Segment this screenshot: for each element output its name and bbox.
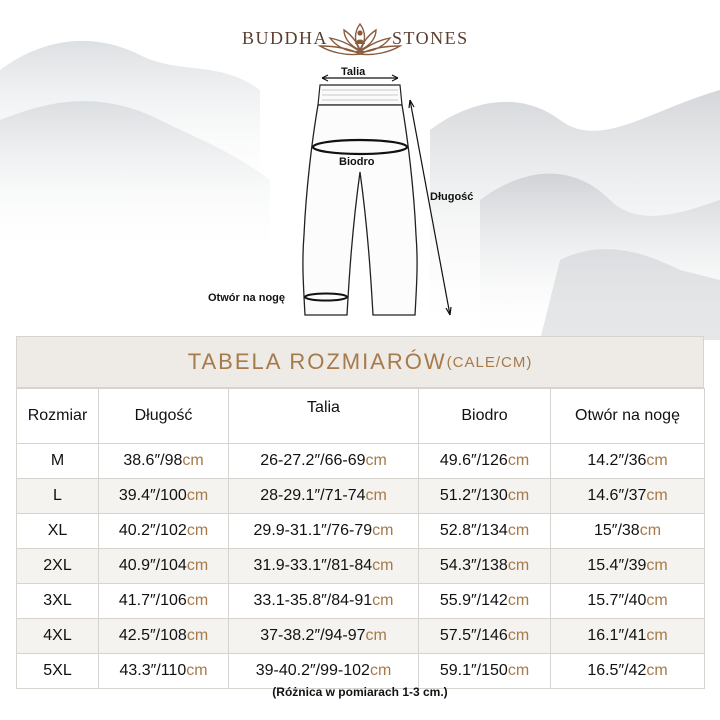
length-cell bbox=[99, 514, 229, 549]
length-cell-value: 39.4″/100 bbox=[118, 487, 187, 504]
size-cell bbox=[17, 514, 99, 549]
unit-cm: cm bbox=[365, 487, 387, 504]
waist-cell-value: 26-27.2″/66-69 bbox=[260, 452, 366, 469]
header-leg-opening: Otwór na nogę bbox=[551, 389, 705, 444]
unit-cm: cm bbox=[639, 522, 662, 539]
length-cell-value: 41.7″/106 bbox=[118, 592, 187, 609]
unit-cm: cm bbox=[186, 627, 209, 644]
leg-opening-cell-value: 14.6″/37 bbox=[587, 487, 647, 504]
hip-cell bbox=[419, 514, 551, 549]
pants-drawing bbox=[0, 60, 720, 330]
size-cell bbox=[17, 479, 99, 514]
leg-opening-cell bbox=[551, 584, 705, 619]
leg-opening-cell bbox=[551, 654, 705, 689]
header-length: Długość bbox=[99, 389, 229, 444]
leg-opening-cell-value: 15.7″/40 bbox=[587, 592, 647, 609]
length-cell-value: 43.3″/110 bbox=[119, 662, 187, 679]
unit-cm: cm bbox=[372, 557, 394, 574]
length-cell bbox=[99, 654, 229, 689]
leg-opening-cell bbox=[551, 549, 705, 584]
size-cell-value: 5XL bbox=[43, 662, 72, 679]
unit-cm: cm bbox=[507, 662, 530, 679]
unit-cm: cm bbox=[186, 487, 209, 504]
unit-cm: cm bbox=[507, 452, 530, 469]
table-row bbox=[17, 619, 705, 654]
brand-name-left: BUDDHA bbox=[241, 28, 328, 48]
hip-cell bbox=[419, 619, 551, 654]
pants-diagram bbox=[0, 60, 720, 330]
unit-cm: cm bbox=[365, 627, 387, 644]
unit-cm: cm bbox=[646, 592, 668, 609]
hip-cell-value: 55.9″/142 bbox=[439, 592, 508, 609]
size-cell-value: L bbox=[53, 487, 62, 504]
hip-cell-value: 57.5″/146 bbox=[439, 627, 508, 644]
header-waist: Talia bbox=[229, 389, 419, 444]
waist-cell bbox=[229, 444, 419, 479]
leg-opening-cell-value: 14.2″/36 bbox=[587, 452, 647, 469]
waist-cell bbox=[229, 479, 419, 514]
unit-cm: cm bbox=[186, 592, 209, 609]
unit-cm: cm bbox=[365, 452, 387, 469]
size-table-body bbox=[17, 444, 705, 689]
hip-cell-value: 51.2″/130 bbox=[439, 487, 508, 504]
leg-opening-cell bbox=[551, 479, 705, 514]
table-row bbox=[17, 479, 705, 514]
size-cell bbox=[17, 549, 99, 584]
size-table bbox=[16, 388, 705, 689]
size-cell-value: 4XL bbox=[43, 627, 72, 644]
table-row bbox=[17, 584, 705, 619]
waist-cell-value: 28-29.1″/71-74 bbox=[260, 487, 366, 504]
size-cell-value: 2XL bbox=[43, 557, 72, 574]
length-cell bbox=[99, 584, 229, 619]
table-row bbox=[17, 549, 705, 584]
unit-cm: cm bbox=[646, 487, 668, 504]
leg-opening-cell bbox=[551, 619, 705, 654]
leg-opening-cell bbox=[551, 514, 705, 549]
waist-cell-value: 37-38.2″/94-97 bbox=[260, 627, 366, 644]
unit-cm: cm bbox=[507, 522, 530, 539]
waist-cell bbox=[229, 619, 419, 654]
length-cell-value: 42.5″/108 bbox=[118, 627, 187, 644]
size-chart bbox=[16, 336, 704, 681]
unit-cm: cm bbox=[507, 487, 530, 504]
size-cell bbox=[17, 444, 99, 479]
header-size: Rozmiar bbox=[17, 389, 99, 444]
length-cell bbox=[99, 444, 229, 479]
size-cell bbox=[17, 654, 99, 689]
size-chart-title bbox=[16, 336, 704, 388]
unit-cm: cm bbox=[186, 662, 208, 679]
unit-cm: cm bbox=[507, 557, 530, 574]
length-label: Długość bbox=[430, 191, 474, 203]
unit-cm: cm bbox=[646, 557, 668, 574]
unit-cm: cm bbox=[646, 452, 668, 469]
brand-name-right: STONES bbox=[392, 28, 469, 48]
header-row bbox=[17, 389, 705, 444]
table-row bbox=[17, 514, 705, 549]
size-cell-value: 3XL bbox=[43, 592, 72, 609]
measurement-note: (Różnica w pomiarach 1-3 cm.) bbox=[272, 685, 448, 699]
unit-cm: cm bbox=[646, 662, 668, 679]
unit-cm: cm bbox=[369, 662, 392, 679]
length-cell bbox=[99, 619, 229, 654]
size-chart-unit: (CALE/CM) bbox=[446, 353, 533, 371]
leg-opening-cell bbox=[551, 444, 705, 479]
size-chart-title-text: TABELA ROZMIARÓW bbox=[187, 349, 447, 374]
length-cell-value: 40.2″/102 bbox=[118, 522, 187, 539]
lotus-meditation-icon bbox=[316, 20, 404, 60]
hip-cell bbox=[419, 549, 551, 584]
length-cell bbox=[99, 479, 229, 514]
size-cell-value: XL bbox=[47, 522, 68, 539]
waist-cell bbox=[229, 514, 419, 549]
table-row bbox=[17, 654, 705, 689]
hip-cell bbox=[419, 444, 551, 479]
leg-opening-cell-value: 16.5″/42 bbox=[587, 662, 647, 679]
header-hip: Biodro bbox=[419, 389, 551, 444]
size-cell bbox=[17, 619, 99, 654]
length-cell bbox=[99, 549, 229, 584]
waist-cell-value: 33.1-35.8″/84-91 bbox=[253, 592, 373, 609]
leg-opening-cell-value: 15.4″/39 bbox=[587, 557, 647, 574]
unit-cm: cm bbox=[507, 627, 530, 644]
waist-cell bbox=[229, 584, 419, 619]
brand-logo bbox=[0, 20, 720, 60]
hip-cell-value: 54.3″/138 bbox=[439, 557, 508, 574]
size-cell bbox=[17, 584, 99, 619]
leg-opening-cell-value: 16.1″/41 bbox=[587, 627, 647, 644]
waist-cell bbox=[229, 654, 419, 689]
unit-cm: cm bbox=[182, 452, 204, 469]
hip-cell-value: 52.8″/134 bbox=[439, 522, 508, 539]
hip-label: Biodro bbox=[339, 156, 375, 168]
hip-cell bbox=[419, 584, 551, 619]
waist-label: Talia bbox=[341, 66, 366, 78]
length-cell-value: 38.6″/98 bbox=[123, 452, 183, 469]
unit-cm: cm bbox=[186, 522, 209, 539]
unit-cm: cm bbox=[646, 627, 668, 644]
waist-cell-value: 39-40.2″/99-102 bbox=[255, 662, 370, 679]
hip-cell-value: 49.6″/126 bbox=[439, 452, 508, 469]
unit-cm: cm bbox=[186, 557, 209, 574]
hip-cell bbox=[419, 654, 551, 689]
length-cell-value: 40.9″/104 bbox=[118, 557, 187, 574]
waist-cell-value: 31.9-33.1″/81-84 bbox=[253, 557, 373, 574]
unit-cm: cm bbox=[372, 522, 394, 539]
waist-cell-value: 29.9-31.1″/76-79 bbox=[253, 522, 373, 539]
unit-cm: cm bbox=[507, 592, 530, 609]
size-cell-value: M bbox=[50, 452, 65, 469]
leg-opening-label: Otwór na nogę bbox=[208, 292, 285, 304]
waist-cell bbox=[229, 549, 419, 584]
hip-cell bbox=[419, 479, 551, 514]
unit-cm: cm bbox=[372, 592, 394, 609]
leg-opening-cell-value: 15″/38 bbox=[593, 522, 640, 539]
table-row bbox=[17, 444, 705, 479]
hip-cell-value: 59.1″/150 bbox=[439, 662, 508, 679]
